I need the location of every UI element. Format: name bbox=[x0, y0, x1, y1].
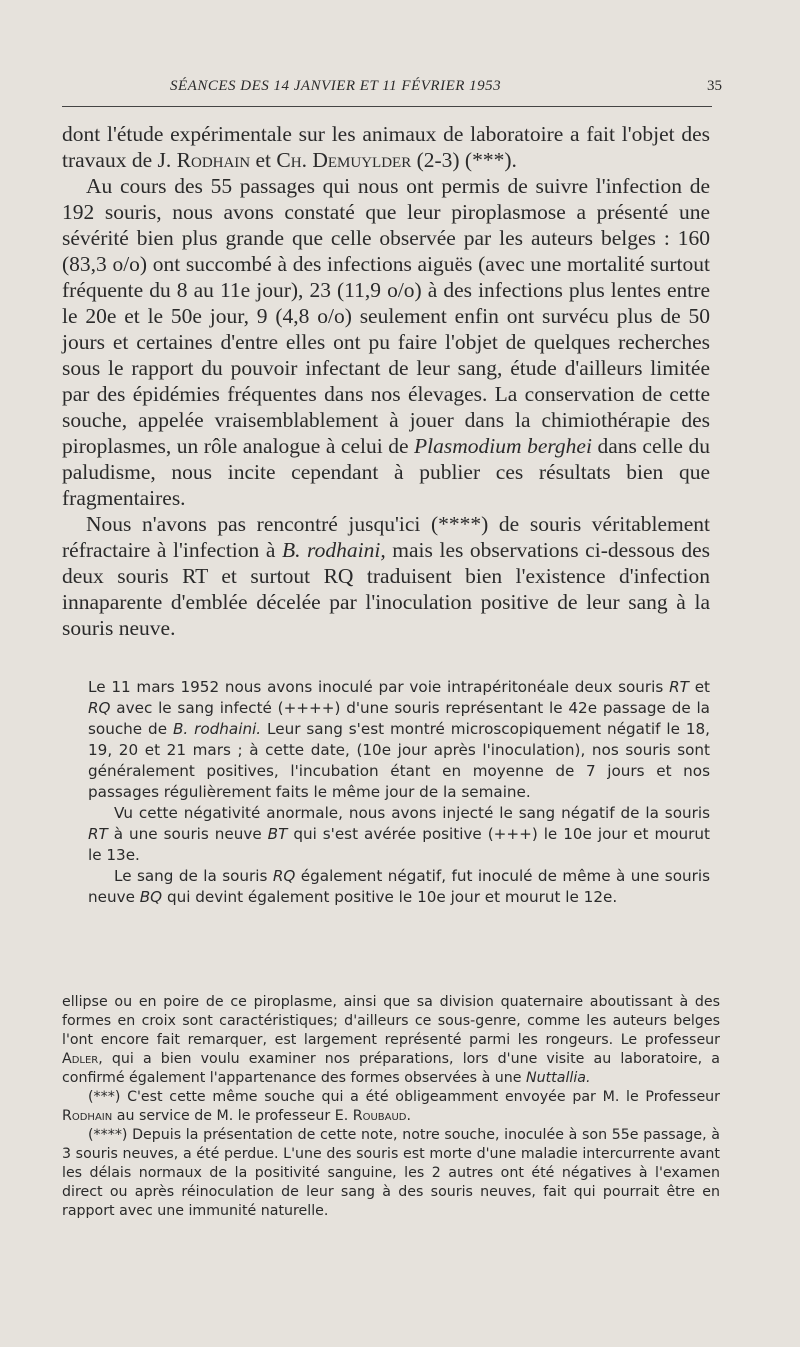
author-demuylder: Ch. Demuylder bbox=[276, 148, 412, 172]
species-b-rodhaini: B. rodhaini, bbox=[281, 538, 386, 562]
p1-text-b: et bbox=[250, 148, 277, 172]
mouse-rq: RQ bbox=[88, 699, 111, 717]
running-header bbox=[62, 78, 722, 102]
footnote-3 bbox=[62, 1088, 720, 1126]
obs-text: Vu cette négativité anormale, nous avons injecté le sang négatif de la souris bbox=[114, 804, 710, 822]
p2-text-end: dans celle du paludisme, nous incite cependant à publier ces résultats bien que fragmentaires. bbox=[62, 434, 710, 510]
footnote-text: ellipse ou en poire de ce piroplasme, ainsi que sa division quaternaire aboutissant à des formes en croix sont caractéristiques; d'ailleurs ce sous-genre, comme les auteurs belges l'ont encore fait remarquer, est largement représenté parmi les rongeurs. Le professeur bbox=[62, 994, 720, 1048]
obs-text: qui devint également positive le 10e jour et mourut le 12e. bbox=[162, 888, 618, 906]
author-roubaud: Roubaud bbox=[352, 1108, 407, 1124]
obs-text: Le 11 mars 1952 nous avons inoculé par voie intrapéritonéale deux souris bbox=[88, 678, 670, 696]
p1-text-c: (2-3) (***). bbox=[411, 148, 517, 172]
mouse-bt: BT bbox=[267, 825, 288, 843]
mouse-rq: RQ bbox=[272, 867, 296, 885]
p2-text: Au cours des 55 passages qui nous ont permis de suivre l'infection de 192 souris, nous avons constaté que leur piroplasmose a présenté une sévérité bien plus grande que celle observée par les auteurs belges : 160 (83,3 o/o) ont succombé à des infections aiguës (avec une mortalité surtout fréquente du 8 au 11e jour), 23 (11,9 o/o) à des infections plus lentes entre le 20e et le 50e jour, 9 (4,8 o/o) seulement enfin ont survécu plus de 50 jours et certaines d'entre elles ont pu faire l'objet de quelques recherches sous le rapport du pouvoir infectant de leur sang, étude d'ailleurs limitée par des épidémies fréquentes dans nos élevages. La conservation de cette souche, appelée vraisemblablement à jouer dans la chimiothérapie des piroplasmes, un rôle analogue à celui de bbox=[62, 174, 710, 458]
footnote-text: , qui a bien voulu examiner nos préparations, lors d'une visite au laboratoire, a confirmé également l'appartenance des formes observées à une bbox=[62, 1051, 720, 1086]
p3-text: Nous n'avons pas rencontré jusqu'ici (****) de souris véritablement réfractaire à l'infection à bbox=[62, 512, 710, 562]
species-plasmodium-berghei: Plasmodium berghei bbox=[414, 434, 592, 458]
footnotes bbox=[62, 993, 720, 1221]
footnote-continuation bbox=[62, 993, 720, 1088]
observation-paragraph-3 bbox=[88, 866, 710, 908]
mouse-rt: RT bbox=[88, 825, 108, 843]
obs-text: également négatif, fut inoculé de même à une souris neuve bbox=[88, 867, 710, 906]
header-rule bbox=[62, 106, 712, 107]
author-adler: Adler bbox=[62, 1051, 99, 1067]
obs-text: qui s'est avérée positive (+++) le 10e jour et mourut le 13e. bbox=[88, 825, 710, 864]
running-header-title: SÉANCES DES 14 JANVIER ET 11 FÉVRIER 1953 bbox=[170, 78, 502, 94]
footnote-text: . bbox=[406, 1108, 412, 1124]
species-b-rodhaini: B. rodhaini. bbox=[172, 720, 262, 738]
page-number: 35 bbox=[707, 78, 722, 94]
footnote-4: (****) Depuis la présentation de cette note, notre souche, inoculée à son 55e passage, à 3 souris neuves, a été perdue. L'une des souris est morte d'une maladie intercurrente avant les délais normaux de la positivité sanguine, les 2 autres ont été négatives à l'examen direct ou après réinoculation de leur sang à des souris neuves, fait qui pourrait être en rapport avec une immunité naturelle. bbox=[62, 1127, 720, 1219]
mouse-bq: BQ bbox=[139, 888, 163, 906]
obs-text: et bbox=[688, 678, 710, 696]
obs-text: Le sang de la souris bbox=[114, 867, 273, 885]
obs-text: avec le sang infecté (++++) d'une souris représentant le 42e passage de la souche de bbox=[88, 699, 710, 738]
observation-block bbox=[88, 677, 710, 908]
footnote-text: au service de M. le professeur E. bbox=[112, 1108, 353, 1124]
author-rodhain: Rodhain bbox=[176, 148, 251, 172]
main-text bbox=[62, 121, 710, 641]
p1-text-a: dont l'étude expérimentale sur les animaux de laboratoire a fait l'objet des travaux de J. bbox=[62, 122, 710, 172]
paragraph-1 bbox=[62, 121, 710, 173]
genus-nuttallia: Nuttallia. bbox=[526, 1070, 591, 1086]
paragraph-3 bbox=[62, 511, 710, 641]
observation-paragraph-1 bbox=[88, 677, 710, 803]
p3-text-end: mais les observations ci-dessous des deux souris RT et surtout RQ traduisent bien l'existence d'infection innaparente d'emblée décelée par l'inoculation positive de leur sang à la souris neuve. bbox=[62, 538, 710, 640]
observation-paragraph-2 bbox=[88, 803, 710, 866]
mouse-rt: RT bbox=[669, 678, 689, 696]
paragraph-2 bbox=[62, 173, 710, 511]
obs-text: Leur sang s'est montré microscopiquement négatif le 18, 19, 20 et 21 mars ; à cette date, (10e jour après l'inoculation), nos souris sont généralement positives, l'incubation étant en moyenne de 7 jours et nos passages régulièrement faits le même jour de la semaine. bbox=[88, 720, 711, 801]
obs-text: à une souris neuve bbox=[107, 825, 268, 843]
footnote-text: (***) C'est cette même souche qui a été obligeamment envoyée par M. le Professeur bbox=[88, 1089, 720, 1105]
author-rodhain: Rodhain bbox=[62, 1108, 113, 1124]
